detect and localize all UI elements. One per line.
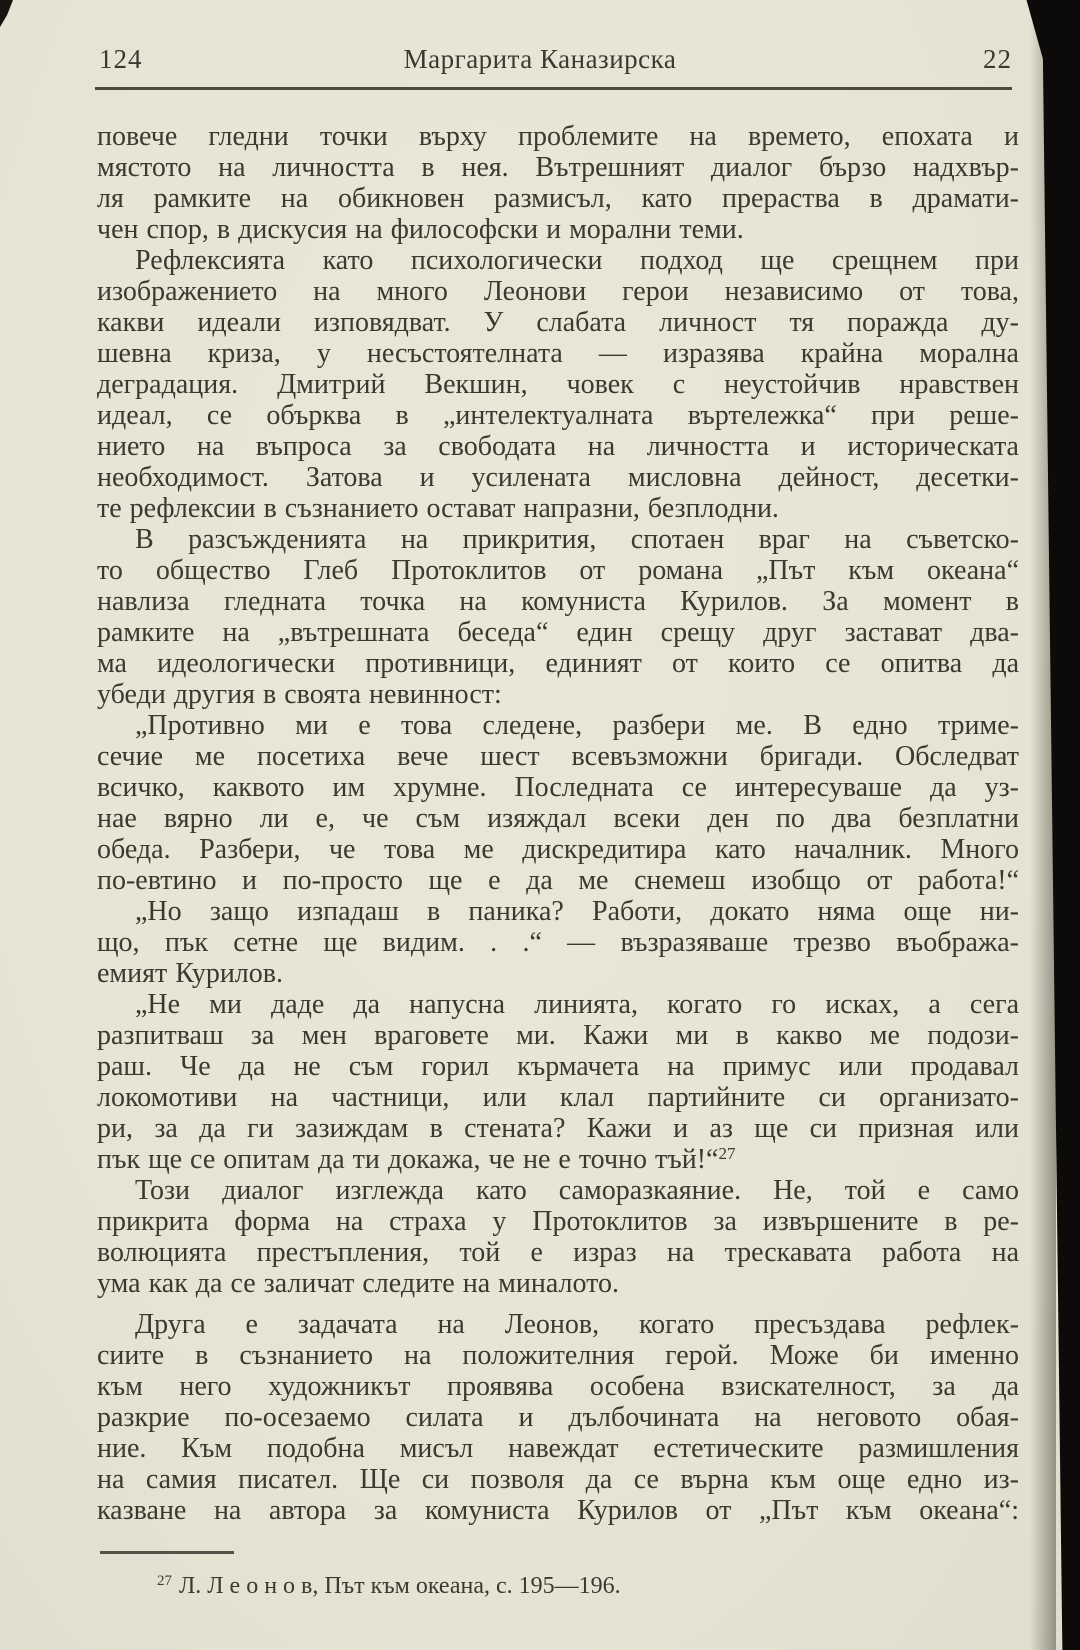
text-line: какви идеали изповядват. У слабата личност тя поражда ду- (97, 307, 1019, 338)
text-line: идеал, се обърква в „интелектуалната въртележка“ при реше- (97, 400, 1019, 431)
text-line: сечие ме посетиха вече шест всевъзможни бригади. Обследват (97, 741, 1019, 772)
text-line: разкрие по-осезаемо силата и дълбочината на неговото обая- (97, 1402, 1019, 1433)
text-line: разпитваш за мен враговете ми. Кажи ми в какво ме подози- (97, 1020, 1019, 1051)
footnote-marker: 27 (157, 1573, 172, 1589)
paragraph (97, 1175, 1019, 1299)
text-line: Друга е задачата на Леонов, когато пресъздава рефлек- (135, 1309, 1019, 1340)
text-line: локомотиви на частници, или клал партийните си организато- (97, 1082, 1019, 1113)
text-line: нието на въпроса за свободата на личността и историческата (97, 431, 1019, 462)
text-line: „Не ми даде да напусна линията, когато го исках, а сега (135, 989, 1019, 1020)
text-line: рамките на „вътрешната беседа“ един срещу друг застават два- (97, 617, 1019, 648)
paragraph (97, 1309, 1019, 1526)
text-line: В разсъжденията на прикрития, спотаен враг на съветско- (135, 524, 1019, 555)
text-line: волюцията престъпления, той е израз на трескавата работа на (97, 1237, 1019, 1268)
paragraph (97, 989, 1019, 1175)
text-line: ри, за да ги зазиждам в стената? Кажи и аз ще си призная или (97, 1113, 1019, 1144)
text-line: сиите в съзнанието на положителния герой. Може би именно (97, 1340, 1019, 1371)
text-line: що, пък сетне ще видим. . .“ — възразяваше трезво въобража- (97, 927, 1019, 958)
text-line: ние. Към подобна мисъл навеждат естетическите размишления (97, 1433, 1019, 1464)
text-line: към него художникът проявява особена взискателност, за да (97, 1371, 1019, 1402)
text-line: повече гледни точки върху проблемите на времето, епохата и (97, 121, 1019, 152)
page-number-right: 22 (983, 44, 1012, 74)
text-line: нае вярно ли е, че съм изяждал всеки ден по два безплатни (97, 803, 1019, 834)
text-line: убеди другия в своята невинност: (97, 679, 502, 710)
text-line: деградация. Дмитрий Векшин, човек с неустойчив нравствен (97, 369, 1019, 400)
text-line: пък ще се опитам да ти докажа, че не е точно тъй!“$^{27}$ (97, 1144, 736, 1175)
text-line: Рефлексията като психологически подход ще срещнем при (135, 245, 1019, 276)
paragraph (97, 710, 1019, 896)
header-rule (95, 87, 1012, 90)
page-header (0, 44, 1080, 78)
footnote-reference: 27 (718, 1144, 736, 1163)
text-line: ума как да се заличат следите на миналото. (97, 1268, 619, 1299)
text-line: чен спор, в дискусия на философски и морални теми. (97, 214, 744, 245)
paragraph (97, 524, 1019, 710)
text-line: необходимост. Затова и усилената мисловна дейност, десетки- (97, 462, 1019, 493)
text-line: навлиза гледната точка на комуниста Курилов. За момент в (97, 586, 1019, 617)
page-number-left: 124 (99, 44, 143, 74)
text-line: шевна криза, у несъстоятелната — изразява крайна морална (97, 338, 1019, 369)
text-line: Този диалог изглежда като саморазкаяние. Не, той е само (135, 1175, 1019, 1206)
text-line: емият Курилов. (97, 958, 283, 989)
running-title: Маргарита Каназирска (403, 44, 677, 74)
footnote-text: Л. Л е о н о в, Път към океана, с. 195—196. (179, 1573, 621, 1599)
text-line: те рефлексии в съзнанието остават напразни, безплодни. (97, 493, 779, 524)
footnote-separator (100, 1551, 234, 1554)
text-line: прикрита форма на страха у Протоклитов за извършените в ре- (97, 1206, 1019, 1237)
text-line: ля рамките на обикновен размисъл, като прераства в драмати- (97, 183, 1019, 214)
text-line: „Противно ми е това следене, разбери ме. В едно триме- (135, 710, 1019, 741)
text-line: „Но защо изпадаш в паника? Работи, докато няма още ни- (135, 896, 1019, 927)
text-line: раш. Че да не съм горил кърмачета на примус или продавал (97, 1051, 1019, 1082)
text-line: то общество Глеб Протоклитов от романа „Път към океана“ (97, 555, 1019, 586)
text-line: на самия писател. Ще си позволя да се върна към още едно из- (97, 1464, 1019, 1495)
footnote (157, 1566, 857, 1601)
text-line: ма идеологически противници, единият от които се опитва да (97, 648, 1019, 679)
paragraph (97, 121, 1019, 245)
paragraph (97, 245, 1019, 524)
text-line: изображението на много Леонови герои независимо от това, (97, 276, 1019, 307)
text-line: казване на автора за комуниста Курилов от „Път към океана“: (97, 1495, 1019, 1526)
text-line: по-евтино и по-просто ще е да ме снемеш изобщо от работа!“ (97, 865, 1019, 896)
text-line: мястото на личността в нея. Вътрешният диалог бързо надхвър- (97, 152, 1019, 183)
scan-corner-top-left-mark (0, 0, 13, 27)
body-text (97, 121, 1019, 1526)
text-line: обеда. Разбери, че това ме дискредитира като началник. Много (97, 834, 1019, 865)
text-line: всичко, каквото им хрумне. Последната се интересуваше да уз- (97, 772, 1019, 803)
paragraph (97, 896, 1019, 989)
